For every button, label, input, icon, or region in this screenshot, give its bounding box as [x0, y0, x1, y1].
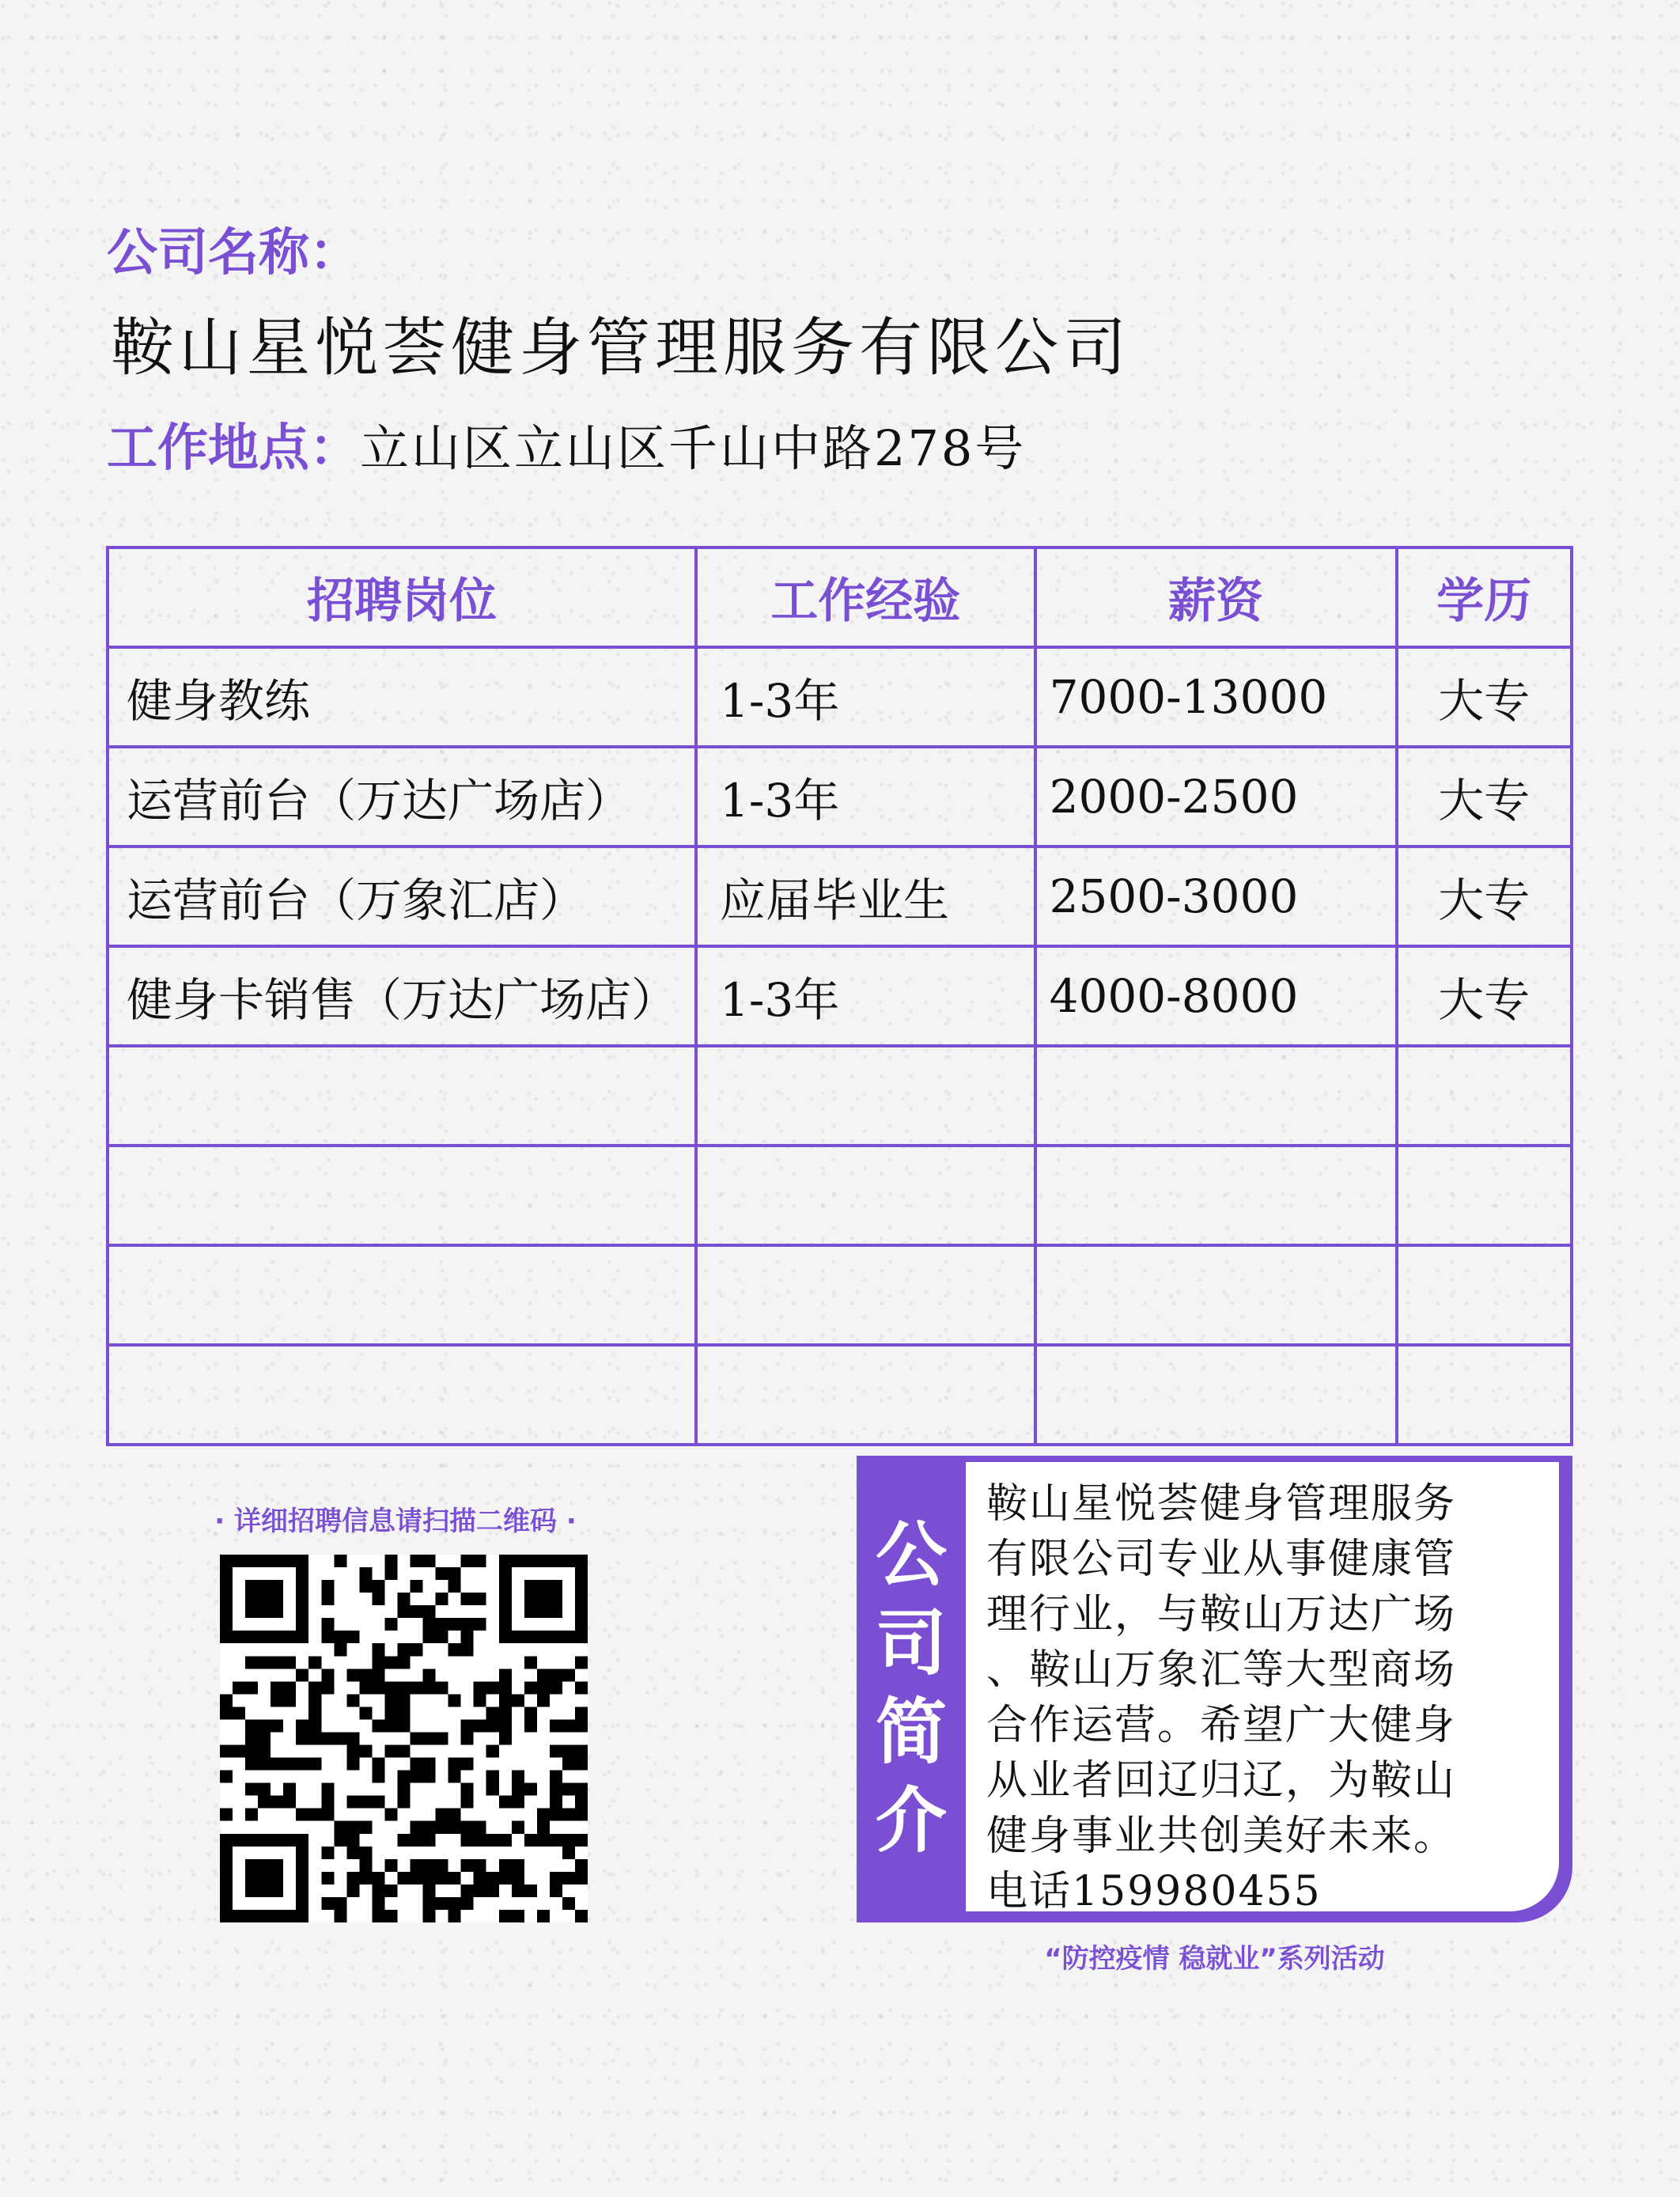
work-location-label: 工作地点： [107, 419, 360, 478]
cell-position [108, 1146, 696, 1245]
cell-experience [696, 1345, 1035, 1445]
cell-education [1397, 1245, 1572, 1345]
table-row [108, 1345, 1572, 1445]
cell-salary [1035, 1245, 1397, 1345]
cell-experience [696, 1245, 1035, 1345]
company-intro-text: 鞍山星悦荟健身管理服务 有限公司专业从事健康管 理行业，与鞍山万达广场 、鞍山万象汇等大型商场 合作运营。希望广大健身 从业者回辽归辽，为鞍山 健身事业共创美好未来。 电话159980455 [986, 1480, 1457, 1915]
cell-position: 健身卡销售（万达广场店） [108, 946, 696, 1046]
cell-education [1397, 1345, 1572, 1445]
cell-experience [696, 1046, 1035, 1146]
cell-education: 大专 [1397, 946, 1572, 1046]
qr-caption: · 详细招聘信息请扫描二维码 · [214, 1506, 577, 1537]
table-row [108, 1146, 1572, 1245]
cell-position [108, 1345, 696, 1445]
cell-experience [696, 1146, 1035, 1245]
cell-position: 运营前台（万象汇店） [108, 847, 696, 946]
cell-education [1397, 1046, 1572, 1146]
cell-salary [1035, 1046, 1397, 1146]
cell-salary: 2500-3000 [1035, 847, 1397, 946]
company-intro-label: 公 司 简 介 [876, 1513, 947, 1862]
company-name-label: 公司名称： [107, 224, 360, 282]
table-row [108, 847, 1572, 946]
cell-salary: 7000-13000 [1035, 647, 1397, 747]
cell-experience: 1-3年 [696, 946, 1035, 1046]
qr-code-icon [220, 1555, 588, 1922]
cell-education: 大专 [1397, 647, 1572, 747]
cell-position [108, 1046, 696, 1146]
work-location-row [107, 407, 1026, 480]
table-row [108, 946, 1572, 1046]
header-education: 学历 [1397, 547, 1572, 647]
table-row [108, 1245, 1572, 1345]
company-name: 鞍山星悦荟健身管理服务有限公司 [111, 311, 1131, 384]
job-table-body [108, 647, 1572, 1445]
cell-position [108, 1245, 696, 1345]
cell-education: 大专 [1397, 747, 1572, 847]
cell-salary [1035, 1345, 1397, 1445]
job-table [106, 546, 1573, 1446]
company-intro-box [857, 1456, 1572, 1922]
table-row [108, 747, 1572, 847]
cell-experience: 应届毕业生 [696, 847, 1035, 946]
job-table-header-row [108, 547, 1572, 647]
cell-experience: 1-3年 [696, 647, 1035, 747]
company-intro-panel [966, 1462, 1559, 1915]
header-experience: 工作经验 [696, 547, 1035, 647]
table-row [108, 647, 1572, 747]
cell-position: 运营前台（万达广场店） [108, 747, 696, 847]
cell-salary: 2000-2500 [1035, 747, 1397, 847]
cell-education: 大专 [1397, 847, 1572, 946]
cell-experience: 1-3年 [696, 747, 1035, 847]
table-row [108, 1046, 1572, 1146]
header-salary: 薪资 [1035, 547, 1397, 647]
campaign-slogan: “防控疫情 稳就业”系列活动 [1044, 1943, 1385, 1975]
work-location-value: 立山区立山区千山中路278号 [360, 419, 1027, 477]
header-position: 招聘岗位 [108, 547, 696, 647]
cell-salary: 4000-8000 [1035, 946, 1397, 1046]
cell-education [1397, 1146, 1572, 1245]
cell-position: 健身教练 [108, 647, 696, 747]
cell-salary [1035, 1146, 1397, 1245]
